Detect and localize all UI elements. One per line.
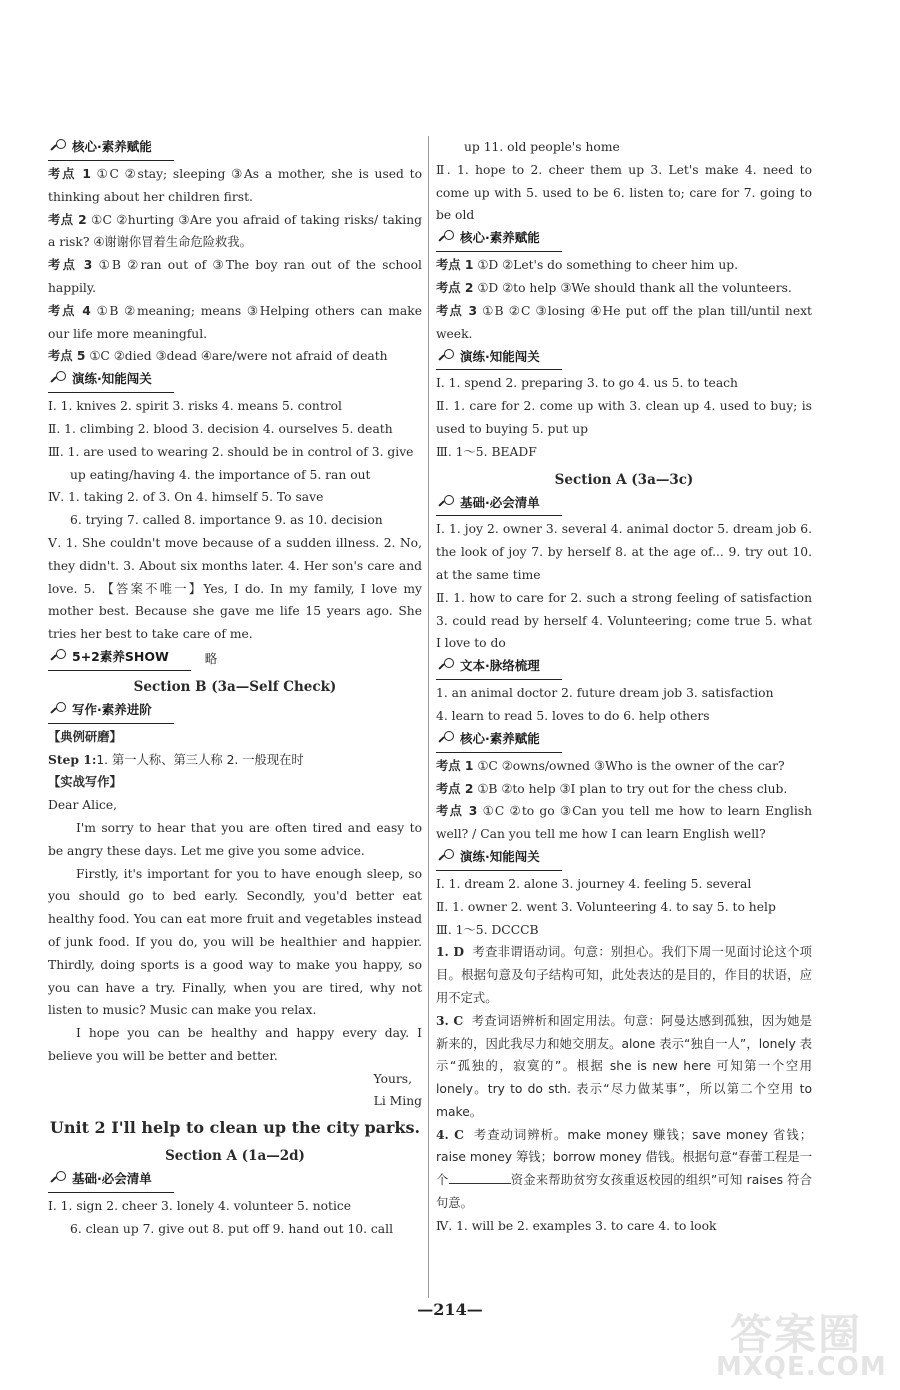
magnifier-icon [438,229,456,245]
kaodian-r3: 考点 3 ①B ②C ③losing ④He put off the plan till/until next week. [436,303,812,341]
kaodian-4: 考点 4 ①B ②meaning; means ③Helping others can make our life more meaningful. [48,303,422,341]
text-outline-1: 1. an animal doctor 2. future dream job 3. satisfaction [436,686,774,701]
exercise-5: Ⅴ. 1. She couldn't move because of a sudden illness. 2. No, they didn't. 3. About six months later. 4. Her son's care and love. 5. 【答案不唯一】Yes, I do. In my family, I love my mother best. Because she gave me life 15 years ago. She tries her best to take care of me. [48,535,422,642]
magnifier-icon [438,848,456,864]
magnifier-icon [50,138,68,154]
magnifier-icon [438,494,456,510]
section-heading-practice-3: 演练·知能闯关 [436,849,812,871]
kaodian-5: 考点 5 ①C ②died ③dead ④are/were not afraid of death [48,349,388,364]
kaodian-3: 考点 3 ①B ②ran out of ③The boy ran out of the school happily. [48,258,422,295]
magnifier-icon [438,657,456,673]
exercise-r1: Ⅰ. 1. spend 2. preparing 3. to go 4. us 5. to teach [436,376,738,391]
section-title-a-2: Section A (3a—3c) [554,471,694,488]
kaodian-r1: 考点 1 ①D ②Let's do something to cheer him up. [436,258,739,273]
section-heading-core-2: 核心·素养赋能 [436,230,812,252]
basics-1: Ⅰ. 1. sign 2. cheer 3. lonely 4. volunteer 5. notice [48,1198,352,1213]
kaodian-r4: 考点 1 ①C ②owns/owned ③Who is the owner of the car? [436,758,785,773]
letter-paragraph-2: Firstly, it's important for you to have enough sleep, so you should go to bed early. Secondly, you'd better eat healthy food. You can eat more fruit and vegetables instead of junk food. If you do, you will be healthier and happier. Thirdly, doing sports is a good way to make you happy, so you can have a try. Finally, when you are tired, why not listen to music? Music can make you relax. [48,866,422,1018]
watermark-url: MXQE.COM [716,1352,887,1382]
exercise-r5: Ⅱ. 1. owner 2. went 3. Volunteering 4. to say 5. to help [436,899,776,914]
letter-closing: Yours, [373,1071,412,1086]
exercise-4: Ⅳ. 1. taking 2. of 3. On 4. himself 5. To save [48,490,324,505]
exercise-2: Ⅱ. 1. climbing 2. blood 3. decision 4. ourselves 5. death [48,421,393,436]
kaodian-r6: 考点 3 ①C ②to go ③Can you tell me how to learn English well? / Can you tell me how I can learn English well? [436,804,812,842]
kaodian-1: 考点 1 ①C ②stay; sleeping ③As a mother, she is used to thinking about her children first. [48,167,422,204]
right-column [436,136,812,1238]
basics-1-cont: 6. clean up 7. give out 8. put off 9. hand out 10. call [70,1221,393,1236]
section-heading-basics-2: 基础·必会清单 [436,494,812,516]
section-heading-writing: 写作·素养进阶 [48,702,422,724]
exercise-r4: Ⅰ. 1. dream 2. alone 3. journey 4. feeling 5. several [436,876,752,891]
answer-1: 1. D 考查非谓语动词。句意：别担心。我们下周一见面讨论这个项目。根据句意及句子结构可知，此处表达的是目的，作目的状语，应用不定式。 [436,944,812,1005]
exercise-3-cont: up eating/having 4. the importance of 5. ran out [70,467,371,482]
section-heading-core-3: 核心·素养赋能 [436,731,812,753]
section-heading-practice: 演练·知能闯关 [48,371,422,393]
kaodian-r2: 考点 2 ①D ②to help ③We should thank all the volunteers. [436,280,792,295]
section-title-b: Section B (3a—Self Check) [133,678,337,695]
letter-paragraph-1: I'm sorry to hear that you are often tired and easy to be angry these days. Let me give you some advice. [48,820,422,858]
section-heading-core: 核心·素养赋能 [48,139,422,161]
magnifier-icon [438,348,456,364]
exercise-r2: Ⅱ. 1. care for 2. come up with 3. clean up 4. used to buy; is used to buying 5. put up [436,399,812,436]
section-heading-show: 5+2素养SHOW 略 [48,649,422,671]
section-heading-basics: 基础·必会清单 [48,1171,422,1193]
fill-blank [449,1171,511,1184]
left-column [48,136,422,1240]
exercise-r6: Ⅲ. 1～5. DCCCB [436,922,539,937]
basics-r1: Ⅰ. 1. joy 2. owner 3. several 4. animal doctor 5. dream job 6. the look of joy 7. by herself 8. at the age of... 9. try out 10. at the same time [436,522,812,582]
exercise-1: Ⅰ. 1. knives 2. spirit 3. risks 4. means 5. control [48,399,342,414]
exercise-3: Ⅲ. 1. are used to wearing 2. should be in control of 3. give [48,444,414,459]
kaodian-r5: 考点 2 ①B ②to help ③I plan to try out for the chess club. [436,781,788,796]
step-1: Step 1:1. 第一人称、第三人称 2. 一般现在时 [48,751,304,767]
section-heading-text: 文本·脉络梳理 [436,658,812,680]
practice-writing-label: 【实战写作】 [48,775,122,790]
exercise-r7: Ⅳ. 1. will be 2. examples 3. to care 4. to look [436,1218,717,1233]
magnifier-icon [50,1170,68,1186]
unit-title: Unit 2 I'll help to clean up the city parks. [49,1118,421,1138]
page-number: —214— [417,1300,483,1319]
answer-3: 3. C 考查词语辨析和固定用法。句意：阿曼达感到孤独，因为她是新来的，因此我尽力和她交朋友。alone 表示“独自一人”，lonely 表示“孤独的，寂寞的”。根据 she is new here 可知第一个空用 lonely。try to do sth. 表示“尽力做某事”，所以第二个空用 to make。 [436,1012,812,1119]
magnifier-icon [438,730,456,746]
watermark-logo [680,1300,890,1385]
letter-signature: Li Ming [373,1094,422,1109]
answer-4: 4. C 考查动词辨析。make money 赚钱；save money 省钱；raise money 筹钱；borrow money 借钱。根据句意“春蕾工程是一个 资金来帮助贫穷女孩重返校园的组织”可知 raises 符合句意。 [436,1126,812,1211]
column-divider [428,136,429,1298]
exercise-r3: Ⅲ. 1～5. BEADF [436,444,537,459]
basics-r2: Ⅱ. 1. how to care for 2. such a strong feeling of satisfaction 3. could read by herself 4. Volunteering; come true 5. what I love to do [436,590,812,651]
example-label: 【典例研磨】 [48,729,122,744]
exercise-4-cont: 6. trying 7. called 8. importance 9. as 10. decision [70,513,383,528]
letter-paragraph-3: I hope you can be healthy and happy every day. I believe you will be better and better. [48,1026,422,1063]
magnifier-icon [50,370,68,386]
basics-1-end: up 11. old people's home [464,140,620,154]
magnifier-icon [50,648,68,664]
letter-greeting: Dear Alice, [48,798,118,813]
text-outline-2: 4. learn to read 5. loves to do 6. help others [436,708,710,723]
kaodian-2: 考点 2 ①C ②hurting ③Are you afraid of taking risks/ taking a risk? ④谢谢你冒着生命危险救我。 [48,212,422,250]
section-heading-practice-2: 演练·知能闯关 [436,348,812,370]
magnifier-icon [50,701,68,717]
section-title-a: Section A (1a—2d) [165,1148,305,1165]
watermark-text: 答案圈 [730,1310,863,1359]
basics-2: Ⅱ. 1. hope to 2. cheer them up 3. Let's make 4. need to come up with 5. used to be 6. listen to; care for 7. going to be old [436,162,812,223]
